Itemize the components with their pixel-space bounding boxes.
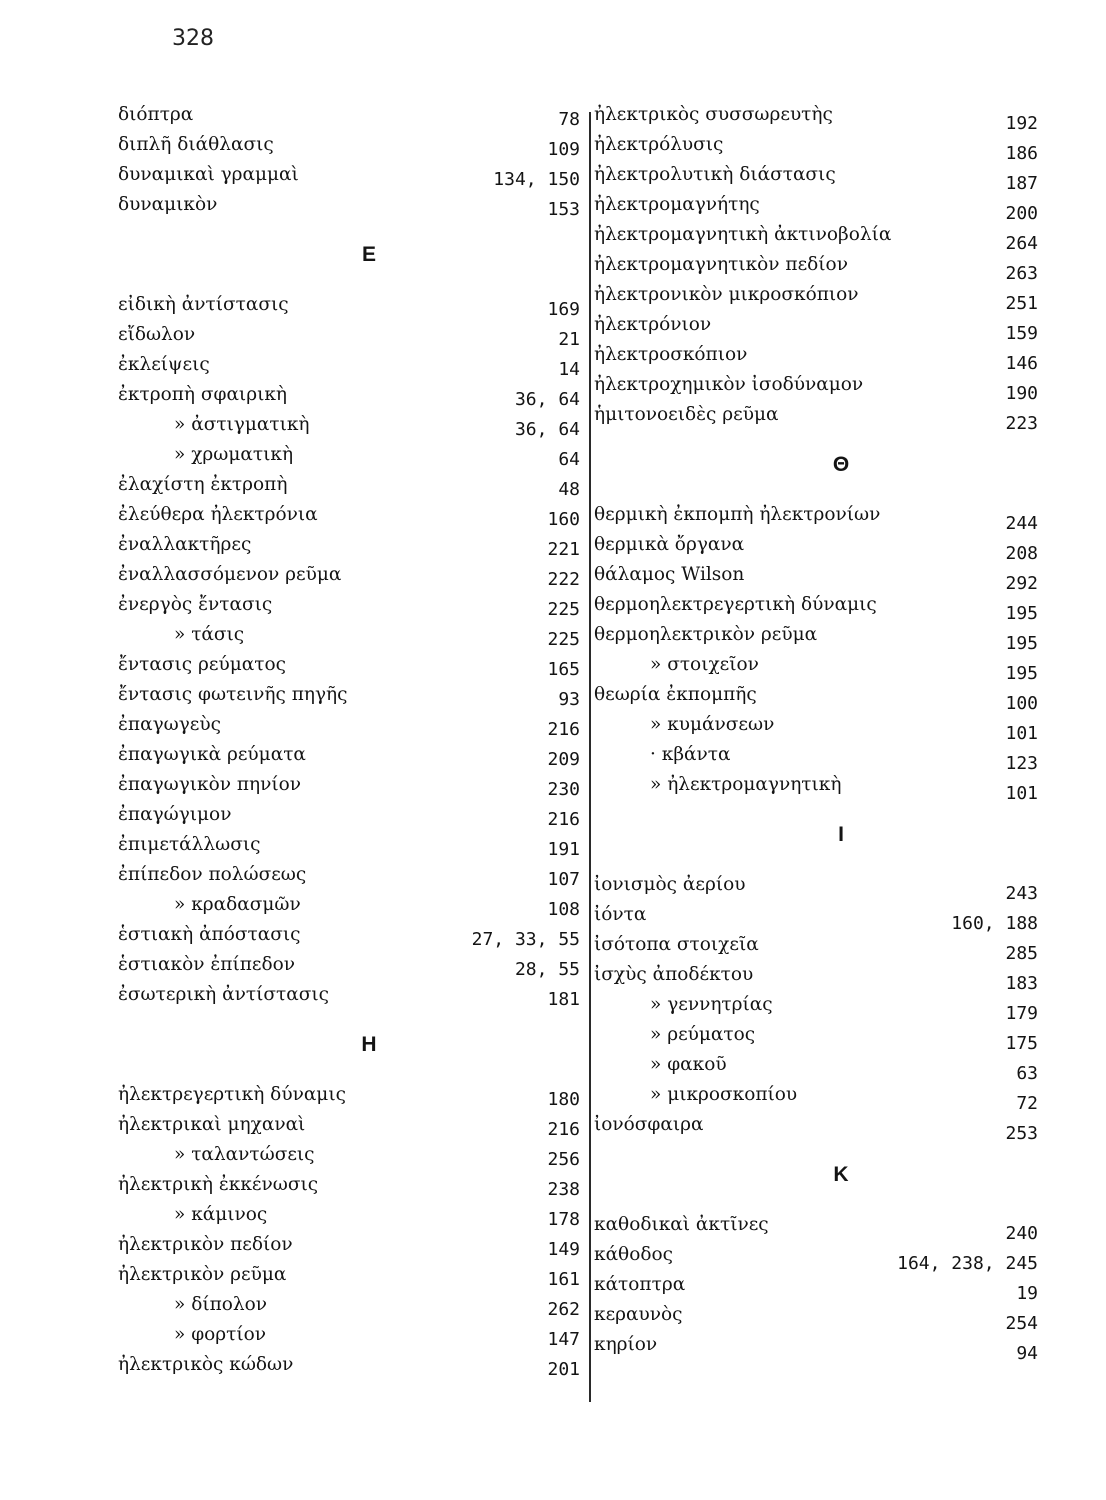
index-term: κεραυνὸς <box>594 1304 683 1325</box>
index-pages: 195 <box>1005 633 1038 654</box>
index-term: κάτοπτρα <box>594 1274 686 1295</box>
index-term: ἰσχὺς ἀποδέκτου <box>594 964 754 985</box>
index-entry <box>594 1020 1038 1054</box>
index-term: δυναμικαὶ γραμμαὶ <box>118 164 299 185</box>
index-pages: 240 <box>1005 1223 1038 1244</box>
index-term: ἰόντα <box>594 904 647 925</box>
index-pages: 101 <box>1005 783 1038 804</box>
index-entry <box>594 310 1038 344</box>
index-pages: 109 <box>547 139 580 160</box>
index-term: ἠλεκτρολυτικὴ διάστασις <box>594 164 836 185</box>
index-entry <box>118 950 580 980</box>
index-term: ἠλεκτρομαγνητικὸν πεδίον <box>594 254 848 275</box>
index-term: ἐνεργὸς ἔντασις <box>118 594 273 615</box>
index-term: ἐλεύθερα ἠλεκτρόνια <box>118 504 318 525</box>
index-pages: 72 <box>1016 1093 1038 1114</box>
index-entry <box>594 650 1038 684</box>
index-term: ἐκτροπὴ σφαιρικὴ <box>118 384 287 405</box>
index-pages: 28, 55 <box>514 959 580 980</box>
index-term: » κραδασμῶν <box>174 894 301 915</box>
index-pages: 14 <box>558 359 580 380</box>
index-term: διπλῆ διάθλασις <box>118 134 274 155</box>
index-term: ἐπαγωγικὰ ρεύματα <box>118 744 306 765</box>
index-pages: 107 <box>547 869 580 890</box>
index-term: » ρεύματος <box>650 1024 756 1045</box>
index-pages: 164, 238, 245 <box>897 1253 1038 1274</box>
index-entry <box>594 560 1038 594</box>
index-term: ἠλεκτρεγερτικὴ δύναμις <box>118 1084 346 1105</box>
index-term: ἠλεκτρικὸς κώδων <box>118 1354 294 1375</box>
index-term: ἠλεκτρικὸν ρεῦμα <box>118 1264 287 1285</box>
index-pages: 285 <box>1005 943 1038 964</box>
index-term: ἠλεκτρικὸς συσσωρευτὴς <box>594 104 833 125</box>
index-pages: 216 <box>547 809 580 830</box>
index-term: θεωρία ἐκπομπῆς <box>594 684 757 705</box>
index-term: ἰσότοπα στοιχεῖα <box>594 934 759 955</box>
index-pages: 159 <box>1005 323 1038 344</box>
index-pages: 183 <box>1005 973 1038 994</box>
index-entry <box>594 190 1038 224</box>
index-pages: 36, 64 <box>514 419 580 440</box>
index-term: ἐναλλακτῆρες <box>118 534 252 555</box>
index-entry <box>594 1300 1038 1334</box>
index-pages: 178 <box>547 1209 580 1230</box>
index-entry <box>594 930 1038 964</box>
index-pages: 21 <box>558 329 580 350</box>
index-pages: 160 <box>547 509 580 530</box>
index-entry <box>594 500 1038 534</box>
index-entry <box>118 620 580 650</box>
index-entry <box>118 350 580 380</box>
page-number: 328 <box>172 26 214 51</box>
index-entry <box>118 1170 580 1200</box>
index-entry <box>594 990 1038 1024</box>
index-term: θάλαμος Wilson <box>594 564 745 585</box>
index-pages: 134, 150 <box>493 169 580 190</box>
index-term: διόπτρα <box>118 104 194 125</box>
index-term: ἠλεκτρόλυσις <box>594 134 724 155</box>
index-column-left <box>118 100 580 1380</box>
index-term: ἠλεκτρόνιον <box>594 314 712 335</box>
index-entry <box>118 380 580 410</box>
index-term: θερμικὴ ἐκπομπὴ ἠλεκτρονίων <box>594 504 881 525</box>
index-term: ἐπίπεδον πολώσεως <box>118 864 307 885</box>
index-column-right <box>594 100 1038 1364</box>
index-entry <box>118 320 580 350</box>
index-entry <box>594 130 1038 164</box>
index-entry <box>118 860 580 890</box>
index-pages: 262 <box>547 1299 580 1320</box>
index-entry <box>118 1350 580 1380</box>
index-term: ἑστιακὴ ἀπόστασις <box>118 924 301 945</box>
index-pages: 181 <box>547 989 580 1010</box>
index-term: ἰονισμὸς ἀερίου <box>594 874 746 895</box>
index-entry <box>118 1080 580 1110</box>
index-pages: 180 <box>547 1089 580 1110</box>
index-pages: 243 <box>1005 883 1038 904</box>
index-term: » φορτίον <box>174 1324 267 1345</box>
index-term: ἐπαγωγικὸν πηνίον <box>118 774 301 795</box>
column-divider <box>589 112 591 1402</box>
index-entry <box>118 290 580 320</box>
index-entry <box>118 650 580 680</box>
index-entry <box>118 1140 580 1170</box>
section-letter: Ε <box>361 243 376 266</box>
index-entry <box>118 680 580 710</box>
index-term: κάθοδος <box>594 1244 673 1265</box>
index-entry <box>118 830 580 860</box>
index-pages: 222 <box>547 569 580 590</box>
index-pages: 195 <box>1005 603 1038 624</box>
index-pages: 263 <box>1005 263 1038 284</box>
index-pages: 100 <box>1005 693 1038 714</box>
index-entry <box>594 370 1038 404</box>
index-pages: 190 <box>1005 383 1038 404</box>
index-pages: 230 <box>547 779 580 800</box>
index-pages: 161 <box>547 1269 580 1290</box>
index-pages: 147 <box>547 1329 580 1350</box>
index-term: ἐκλείψεις <box>118 354 210 375</box>
index-pages: 27, 33, 55 <box>471 929 580 950</box>
index-pages: 165 <box>547 659 580 680</box>
index-term: θερμοηλεκτρικὸν ρεῦμα <box>594 624 818 645</box>
index-term: ἔντασις φωτεινῆς πηγῆς <box>118 684 348 705</box>
index-term: ἐπιμετάλλωσις <box>118 834 261 855</box>
index-entry <box>118 1230 580 1260</box>
index-term: ἰονόσφαιρα <box>594 1114 704 1135</box>
index-pages: 192 <box>1005 113 1038 134</box>
index-entry <box>118 740 580 770</box>
index-pages: 221 <box>547 539 580 560</box>
index-entry <box>594 400 1038 434</box>
index-term: ἐπαγώγιμον <box>118 804 232 825</box>
index-entry <box>594 590 1038 624</box>
index-pages: 123 <box>1005 753 1038 774</box>
index-pages: 187 <box>1005 173 1038 194</box>
index-pages: 179 <box>1005 1003 1038 1024</box>
index-entry <box>118 190 580 220</box>
index-entry <box>118 500 580 530</box>
index-entry <box>594 710 1038 744</box>
index-entry <box>594 1240 1038 1274</box>
index-entry <box>594 1270 1038 1304</box>
index-entry <box>594 250 1038 284</box>
index-term: ἐσωτερικὴ ἀντίστασις <box>118 984 329 1005</box>
index-term: » ταλαντώσεις <box>174 1144 315 1165</box>
index-pages: 64 <box>558 449 580 470</box>
index-entry <box>118 770 580 800</box>
index-entry <box>594 160 1038 194</box>
index-pages: 160, 188 <box>951 913 1038 934</box>
index-pages: 208 <box>1005 543 1038 564</box>
index-pages: 191 <box>547 839 580 860</box>
index-term: » τάσις <box>174 624 245 645</box>
index-term: » κάμινος <box>174 1204 268 1225</box>
index-term: » στοιχεῖον <box>650 654 759 675</box>
index-term: δυναμικὸν <box>118 194 218 215</box>
section-letter: Ι <box>838 823 844 846</box>
index-entry <box>594 1330 1038 1364</box>
index-entry <box>594 100 1038 134</box>
index-term: κηρίον <box>594 1334 658 1355</box>
index-pages: 264 <box>1005 233 1038 254</box>
index-entry <box>118 920 580 950</box>
index-term: » κυμάνσεων <box>650 714 775 735</box>
index-entry <box>118 470 580 500</box>
index-pages: 78 <box>558 109 580 130</box>
index-pages: 225 <box>547 629 580 650</box>
index-entry <box>594 740 1038 774</box>
index-entry <box>118 100 580 130</box>
index-pages: 93 <box>558 689 580 710</box>
index-entry <box>118 1110 580 1140</box>
index-entry <box>118 710 580 740</box>
index-term: » χρωματικὴ <box>174 444 294 465</box>
index-pages: 175 <box>1005 1033 1038 1054</box>
index-pages: 36, 64 <box>514 389 580 410</box>
index-term: ἐναλλασσόμενον ρεῦμα <box>118 564 342 585</box>
index-term: ἡμιτονοειδὲς ρεῦμα <box>594 404 779 425</box>
index-entry <box>594 1110 1038 1144</box>
index-pages: 200 <box>1005 203 1038 224</box>
index-pages: 195 <box>1005 663 1038 684</box>
index-pages: 149 <box>547 1239 580 1260</box>
index-pages: 19 <box>1016 1283 1038 1304</box>
index-pages: 209 <box>547 749 580 770</box>
index-term: ἐλαχίστη ἐκτροπὴ <box>118 474 288 495</box>
index-pages: 94 <box>1016 1343 1038 1364</box>
index-term: ἠλεκτροχημικὸν ἰσοδύναμον <box>594 374 864 395</box>
index-term: » ἠλεκτρομαγνητικὴ <box>650 774 842 795</box>
index-term: εἰδικὴ ἀντίστασις <box>118 294 289 315</box>
index-entry <box>594 620 1038 654</box>
index-entry <box>594 1080 1038 1114</box>
index-term: » δίπολον <box>174 1294 267 1315</box>
index-pages: 146 <box>1005 353 1038 374</box>
section-letter: Θ <box>832 453 850 476</box>
index-term: ἠλεκτρικὴ ἐκκένωσις <box>118 1174 319 1195</box>
index-pages: 251 <box>1005 293 1038 314</box>
index-term: ἠλεκτρικαὶ μηχαναὶ <box>118 1114 306 1135</box>
index-pages: 292 <box>1005 573 1038 594</box>
index-entry <box>594 960 1038 994</box>
index-pages: 225 <box>547 599 580 620</box>
index-term: ἐπαγωγεὺς <box>118 714 221 735</box>
index-term: καθοδικαὶ ἀκτῖνες <box>594 1214 769 1235</box>
index-pages: 186 <box>1005 143 1038 164</box>
index-pages: 244 <box>1005 513 1038 534</box>
index-pages: 201 <box>547 1359 580 1380</box>
index-pages: 169 <box>547 299 580 320</box>
index-entry <box>118 1290 580 1320</box>
index-pages: 238 <box>547 1179 580 1200</box>
index-entry <box>118 130 580 160</box>
index-term: ἠλεκτρικὸν πεδίον <box>118 1234 293 1255</box>
index-entry <box>118 440 580 470</box>
index-term: » μικροσκοπίου <box>650 1084 798 1105</box>
index-entry <box>594 900 1038 934</box>
section-letter: Η <box>361 1033 377 1056</box>
index-term: · κβάντα <box>650 744 731 765</box>
index-term: » φακοῦ <box>650 1054 727 1075</box>
index-entry <box>594 680 1038 714</box>
index-pages: 254 <box>1005 1313 1038 1334</box>
index-entry <box>118 980 580 1010</box>
index-pages: 101 <box>1005 723 1038 744</box>
index-term: ἠλεκτρονικὸν μικροσκόπιον <box>594 284 859 305</box>
index-term: θερμικὰ ὄργανα <box>594 534 745 555</box>
index-pages: 153 <box>547 199 580 220</box>
index-entry <box>118 590 580 620</box>
index-term: » γεννητρίας <box>650 994 773 1015</box>
index-term: » ἀστιγματικὴ <box>174 414 310 435</box>
index-entry <box>118 890 580 920</box>
index-entry <box>594 220 1038 254</box>
index-entry <box>594 770 1038 804</box>
index-entry <box>118 1200 580 1230</box>
index-pages: 253 <box>1005 1123 1038 1144</box>
index-term: θερμοηλεκτρεγερτικὴ δύναμις <box>594 594 877 615</box>
index-pages: 108 <box>547 899 580 920</box>
index-entry <box>118 160 580 190</box>
index-entry <box>594 1050 1038 1084</box>
index-entry <box>594 1210 1038 1244</box>
index-term: εἴδωλον <box>118 324 196 345</box>
index-entry <box>118 560 580 590</box>
index-term: ἔντασις ρεύματος <box>118 654 286 675</box>
index-pages: 216 <box>547 719 580 740</box>
index-pages: 256 <box>547 1149 580 1170</box>
index-entry <box>118 1260 580 1290</box>
index-pages: 63 <box>1016 1063 1038 1084</box>
index-entry <box>118 1320 580 1350</box>
index-term: ἠλεκτρομαγνητικὴ ἀκτινοβολία <box>594 224 892 245</box>
index-entry <box>594 280 1038 314</box>
index-pages: 48 <box>558 479 580 500</box>
index-pages: 216 <box>547 1119 580 1140</box>
index-entry <box>118 530 580 560</box>
index-entry <box>594 530 1038 564</box>
index-entry <box>594 870 1038 904</box>
index-term: ἠλεκτροσκόπιον <box>594 344 748 365</box>
index-term: ἠλεκτρομαγνήτης <box>594 194 760 215</box>
index-entry <box>118 800 580 830</box>
index-term: ἑστιακὸν ἐπίπεδον <box>118 954 295 975</box>
index-entry <box>594 340 1038 374</box>
index-pages: 223 <box>1005 413 1038 434</box>
section-letter: Κ <box>833 1163 849 1186</box>
index-entry <box>118 410 580 440</box>
